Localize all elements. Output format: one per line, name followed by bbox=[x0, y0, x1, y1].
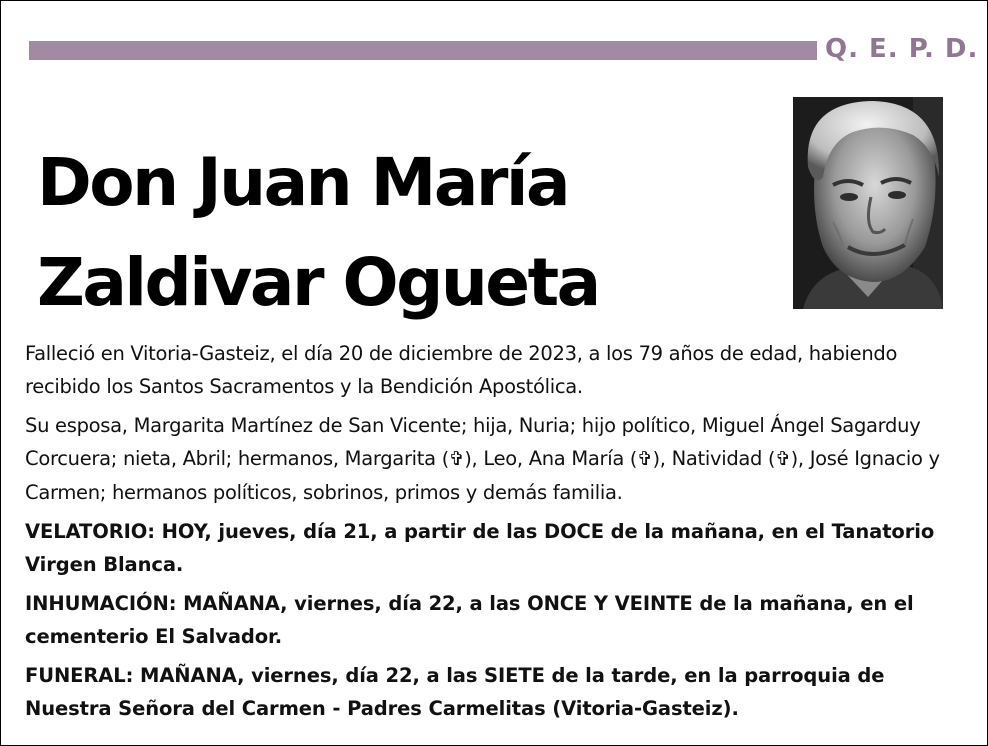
deceased-name bbox=[37, 133, 777, 333]
family-list bbox=[25, 409, 970, 509]
portrait-photo bbox=[793, 97, 943, 309]
portrait-image bbox=[793, 97, 943, 309]
family-text-3: , Natividad bbox=[659, 447, 769, 470]
family-text-4: , José Ignacio y Carmen; hermanos políticos, sobrinos, primos y demás familia. bbox=[25, 447, 940, 504]
name-line-1: Don Juan María bbox=[37, 144, 569, 221]
obituary-body bbox=[25, 337, 970, 731]
funeral-info: FUNERAL: MAÑANA, viernes, día 22, a las SIETE de la tarde, en la parroquia de Nuestra Señora del Carmen - Padres Carmelitas (Vitoria-Gasteiz). bbox=[25, 664, 885, 720]
velatorio-info: VELATORIO: HOY, jueves, día 21, a partir de las DOCE de la mañana, en el Tanatorio Virgen Blanca. bbox=[25, 520, 935, 576]
header-band bbox=[29, 41, 817, 60]
inhumacion-info: INHUMACIÓN: MAÑANA, viernes, día 22, a las ONCE Y VEINTE de la mañana, en el cementerio El Salvador. bbox=[25, 592, 914, 648]
cross-icon: (✞) bbox=[441, 448, 472, 470]
qepd-label: Q. E. P. D. bbox=[825, 34, 979, 64]
name-line-2: Zaldivar Ogueta bbox=[37, 244, 599, 321]
death-notice: Falleció en Vitoria-Gasteiz, el día 20 de diciembre de 2023, a los 79 años de edad, habiendo recibido los Santos Sacramentos y la Bendición Apostólica. bbox=[25, 342, 898, 398]
cross-icon: (✞) bbox=[629, 448, 660, 470]
family-text-2: , Leo, Ana María bbox=[471, 447, 630, 470]
cross-icon: (✞) bbox=[768, 448, 798, 470]
family-text-1: Su esposa, Margarita Martínez de San Vicente; hija, Nuria; hijo político, Miguel Ángel Sagarduy Corcuera; nieta, Abril; hermanos, Margarita bbox=[25, 414, 921, 470]
